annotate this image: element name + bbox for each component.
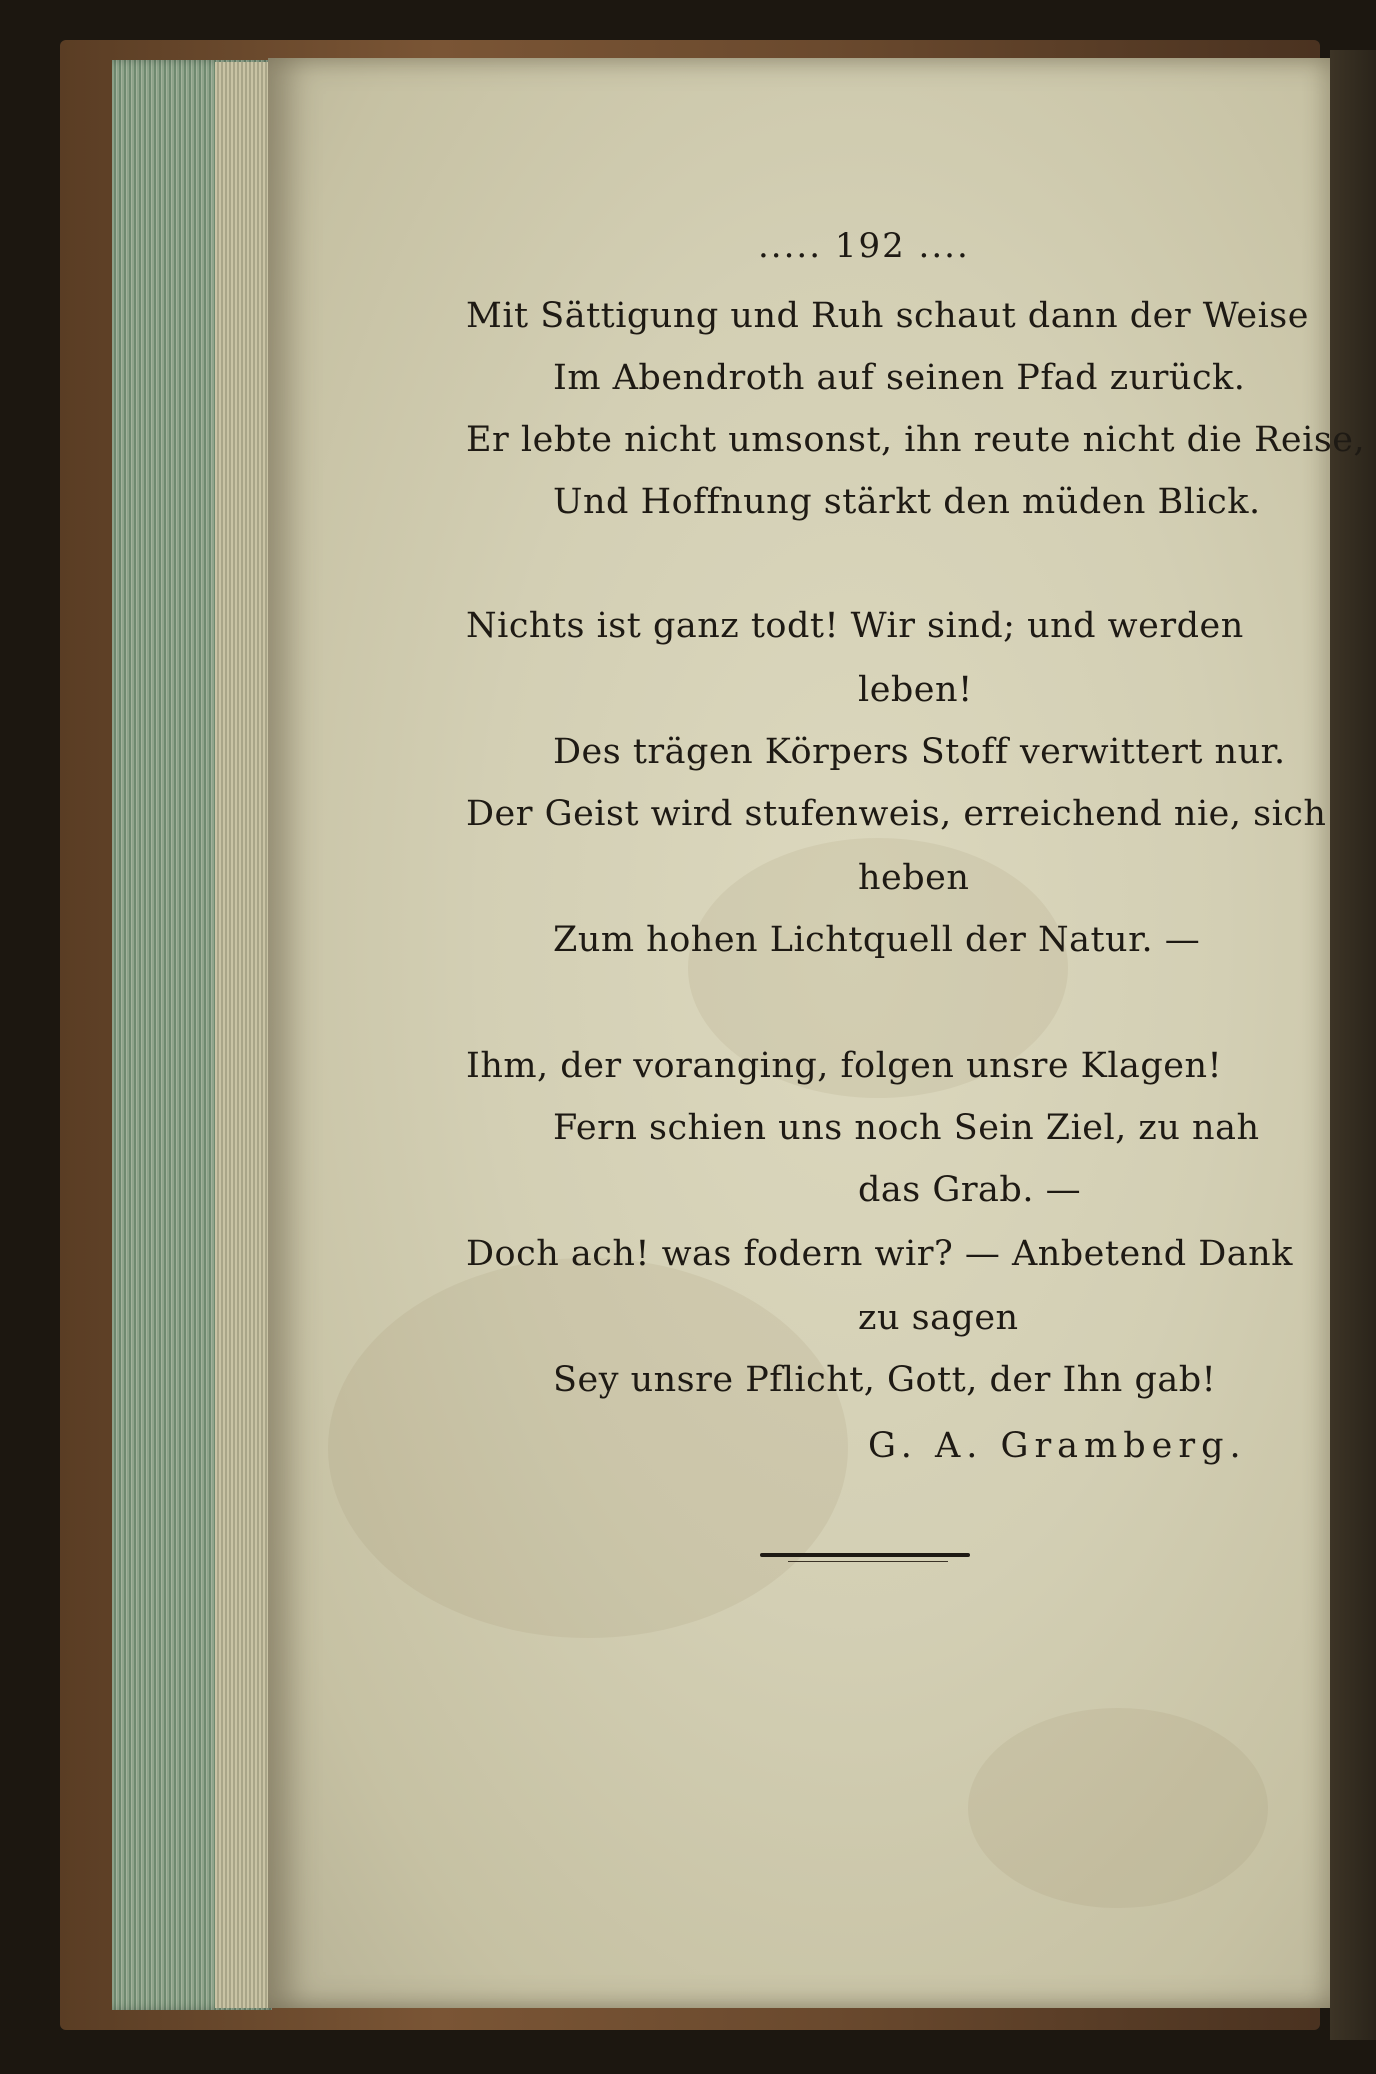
closing-rule-thin [788,1561,948,1562]
verse-line: Und Hoffnung stärkt den müden Blick. [553,482,1261,522]
verse-line: Der Geist wird stufenweis, erreichend nie, sich [466,794,1327,834]
book-page [268,58,1366,2008]
verse-line: Des trägen Körpers Stoff verwittert nur. [553,732,1286,772]
closing-rule [760,1553,970,1557]
verse-line: Zum hohen Lichtquell der Natur. — [553,920,1201,960]
page-edges-inner [215,62,275,2008]
verse-line: Ihm, der voranging, folgen unsre Klagen! [466,1046,1223,1086]
page-number: ..... 192 .... [758,226,970,266]
verse-line: Sey unsre Pflicht, Gott, der Ihn gab! [553,1360,1217,1400]
verse-line: Mit Sättigung und Ruh schaut dann der Weise [466,296,1309,336]
verse-line-continuation: das Grab. — [858,1170,1082,1210]
facing-page-edge [1330,50,1376,2040]
verse-line: Er lebte nicht umsonst, ihn reute nicht die Reise, [466,420,1366,460]
verse-line: Nichts ist ganz todt! Wir sind; und werden [466,606,1244,646]
verse-line: Fern schien uns noch Sein Ziel, zu nah [553,1108,1260,1148]
page-text [268,58,1366,2008]
verse-line: Doch ach! was fodern wir? — Anbetend Dank [466,1234,1293,1274]
verse-line-continuation: heben [858,858,970,898]
author-signature: G. A. Gramberg. [868,1426,1247,1466]
verse-line-continuation: zu sagen [858,1298,1019,1338]
verse-line: Im Abendroth auf seinen Pfad zurück. [553,358,1246,398]
verse-line-continuation: leben! [858,670,973,710]
